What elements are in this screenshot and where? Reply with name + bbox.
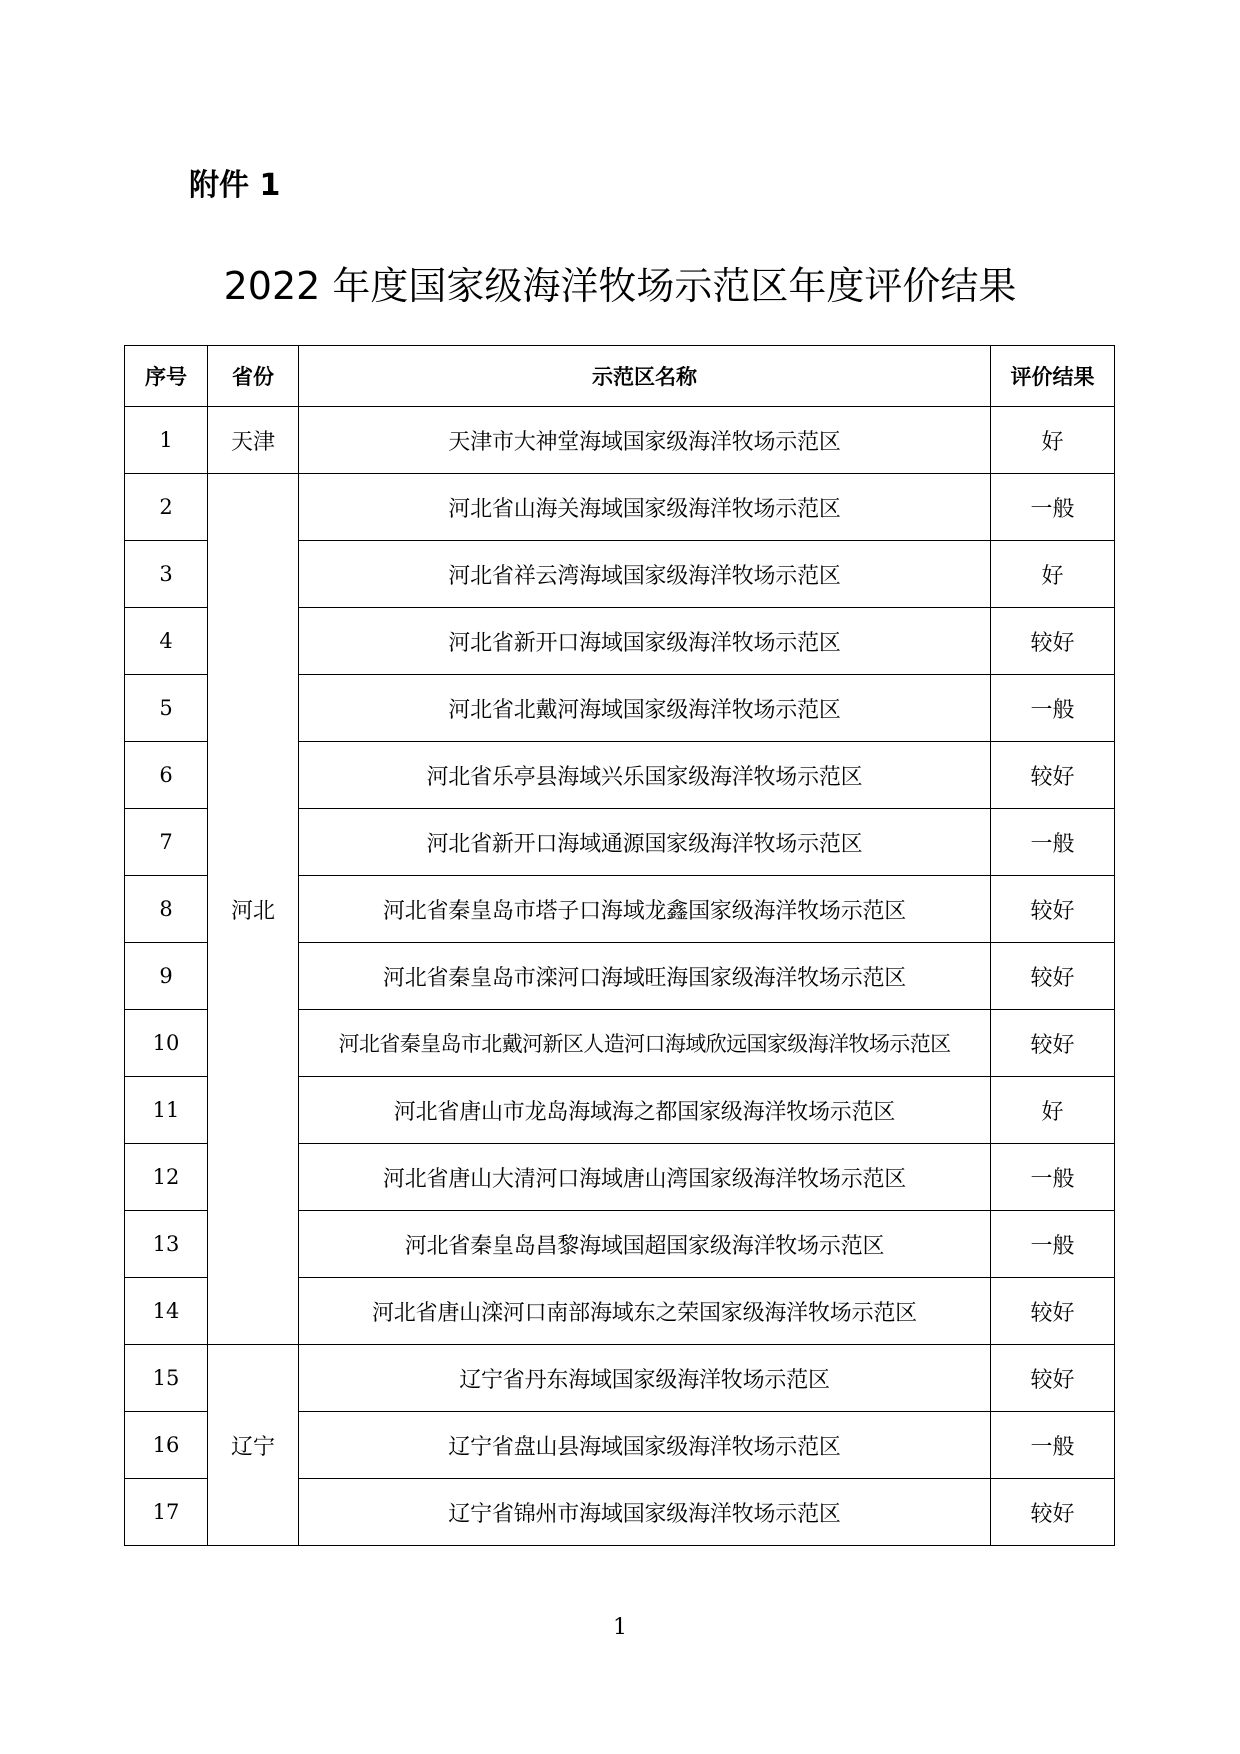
- row-index: 2: [125, 474, 208, 541]
- row-index: 12: [125, 1144, 208, 1211]
- row-index: 8: [125, 876, 208, 943]
- row-name: 辽宁省锦州市海域国家级海洋牧场示范区: [299, 1479, 991, 1546]
- row-index: 5: [125, 675, 208, 742]
- row-name: 河北省北戴河海域国家级海洋牧场示范区: [299, 675, 991, 742]
- table-row: [125, 474, 1115, 541]
- row-name: 辽宁省盘山县海域国家级海洋牧场示范区: [299, 1412, 991, 1479]
- row-index: 7: [125, 809, 208, 876]
- table-header-row: [125, 346, 1115, 407]
- row-result: 一般: [991, 1211, 1115, 1278]
- row-result: 一般: [991, 675, 1115, 742]
- header-province: 省份: [208, 346, 299, 407]
- row-result: 较好: [991, 742, 1115, 809]
- attachment-label: 附件 1: [189, 168, 281, 203]
- row-result: 一般: [991, 1144, 1115, 1211]
- row-index: 1: [125, 407, 208, 474]
- row-name: 河北省唐山滦河口南部海域东之荣国家级海洋牧场示范区: [299, 1278, 991, 1345]
- row-name: 河北省秦皇岛市塔子口海域龙鑫国家级海洋牧场示范区: [299, 876, 991, 943]
- row-index: 16: [125, 1412, 208, 1479]
- header-index: 序号: [125, 346, 208, 407]
- row-name: 河北省祥云湾海域国家级海洋牧场示范区: [299, 541, 991, 608]
- row-name: 辽宁省丹东海域国家级海洋牧场示范区: [299, 1345, 991, 1412]
- row-index: 3: [125, 541, 208, 608]
- row-province: 天津: [208, 407, 299, 474]
- row-name: 河北省山海关海域国家级海洋牧场示范区: [299, 474, 991, 541]
- header-name: 示范区名称: [299, 346, 991, 407]
- row-index: 10: [125, 1010, 208, 1077]
- row-result: 一般: [991, 474, 1115, 541]
- row-name: 河北省秦皇岛昌黎海域国超国家级海洋牧场示范区: [299, 1211, 991, 1278]
- row-index: 15: [125, 1345, 208, 1412]
- row-name: 河北省乐亭县海域兴乐国家级海洋牧场示范区: [299, 742, 991, 809]
- row-index: 14: [125, 1278, 208, 1345]
- row-index: 17: [125, 1479, 208, 1546]
- row-result: 较好: [991, 943, 1115, 1010]
- row-result: 一般: [991, 1412, 1115, 1479]
- table-row: [125, 407, 1115, 474]
- row-name: 河北省新开口海域国家级海洋牧场示范区: [299, 608, 991, 675]
- row-index: 4: [125, 608, 208, 675]
- row-province: 河北: [208, 474, 299, 1345]
- evaluation-results-table: [124, 345, 1115, 1546]
- row-result: 好: [991, 1077, 1115, 1144]
- row-province: 辽宁: [208, 1345, 299, 1546]
- row-name: 河北省新开口海域通源国家级海洋牧场示范区: [299, 809, 991, 876]
- row-result: 较好: [991, 876, 1115, 943]
- row-result: 较好: [991, 608, 1115, 675]
- row-index: 9: [125, 943, 208, 1010]
- row-name: 河北省唐山市龙岛海域海之都国家级海洋牧场示范区: [299, 1077, 991, 1144]
- row-name: 天津市大神堂海域国家级海洋牧场示范区: [299, 407, 991, 474]
- row-index: 11: [125, 1077, 208, 1144]
- header-result: 评价结果: [991, 346, 1115, 407]
- table-row: [125, 1345, 1115, 1412]
- row-result: 好: [991, 541, 1115, 608]
- row-index: 13: [125, 1211, 208, 1278]
- row-result: 较好: [991, 1345, 1115, 1412]
- row-result: 较好: [991, 1278, 1115, 1345]
- row-name: 河北省秦皇岛市北戴河新区人造河口海域欣远国家级海洋牧场示范区: [299, 1010, 991, 1077]
- row-name: 河北省秦皇岛市滦河口海域旺海国家级海洋牧场示范区: [299, 943, 991, 1010]
- page-number: 1: [613, 1615, 627, 1640]
- row-result: 较好: [991, 1010, 1115, 1077]
- row-result: 好: [991, 407, 1115, 474]
- row-result: 较好: [991, 1479, 1115, 1546]
- row-name: 河北省唐山大清河口海域唐山湾国家级海洋牧场示范区: [299, 1144, 991, 1211]
- document-title: 2022 年度国家级海洋牧场示范区年度评价结果: [223, 264, 1017, 308]
- row-index: 6: [125, 742, 208, 809]
- row-result: 一般: [991, 809, 1115, 876]
